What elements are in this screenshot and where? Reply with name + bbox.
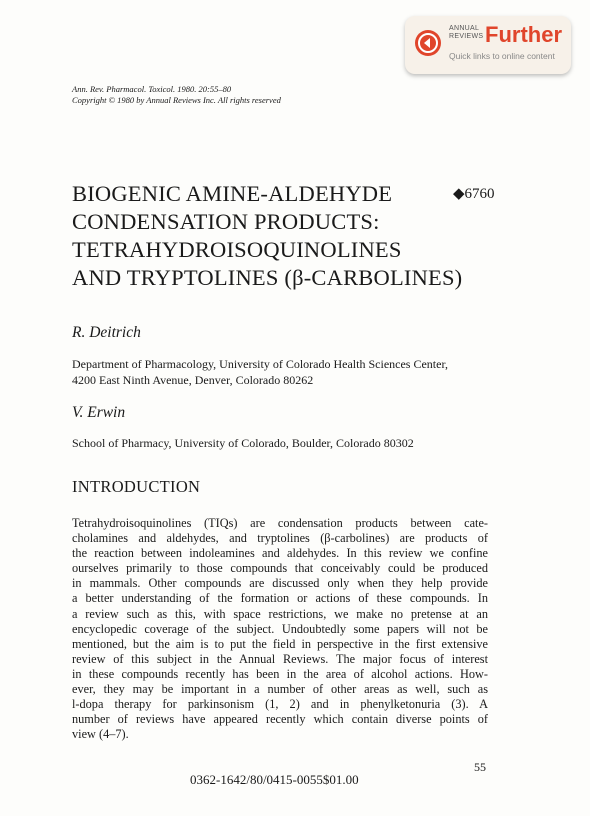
annual-reviews-logo-icon — [415, 30, 441, 56]
body-line: l-dopa therapy for parkinsonism (1, 2) and in phenylketonuria (3). A — [72, 697, 488, 712]
body-paragraph — [72, 516, 488, 742]
section-heading: INTRODUCTION — [72, 477, 201, 496]
document-code: 0362-1642/80/0415-0055$01.00 — [190, 772, 359, 787]
body-line: a review such as this, with space restrictions, we make no pretense at an — [72, 606, 488, 621]
badge-brand: ANNUAL REVIEWS — [449, 25, 484, 40]
title-line: TETRAHYDROISOQUINOLINES — [72, 237, 402, 262]
further-badge[interactable] — [405, 16, 571, 74]
body-line: ourselves primarily to those compounds that conceivably could be produced — [72, 561, 488, 576]
page-number: 55 — [474, 760, 486, 774]
citation — [72, 84, 281, 105]
body-line: cholamines and aldehydes, and tryptolines (β-carbolines) are products of — [72, 531, 488, 546]
body-line: in these compounds recently has been in the area of alcohol actions. How- — [72, 666, 488, 681]
citation-line: Copyright © 1980 by Annual Reviews Inc. All rights reserved — [72, 94, 281, 105]
author-name: R. Deitrich — [72, 324, 141, 341]
body-line: mentioned, but the aim is to put the field in perspective in the first extensive — [72, 636, 488, 651]
body-line: view (4–7). — [72, 727, 129, 742]
citation-line: Ann. Rev. Pharmacol. Toxicol. 1980. 20:55–80 — [72, 84, 232, 94]
body-line: in mammals. Other compounds are discussed only when they help provide — [72, 576, 488, 591]
author-affiliation: Department of Pharmacology, University of Colorado Health Sciences Center, 4200 East Ninth Avenue, Denver, Colorado 80262 — [72, 357, 448, 387]
body-line: a better understanding of the formation or actions of these compounds. In — [72, 591, 488, 606]
body-line: review of this subject in the Annual Reviews. The major focus of interest — [72, 651, 488, 666]
body-line: Tetrahydroisoquinolines (TIQs) are condensation products between cate- — [72, 516, 488, 530]
body-line: ever, they may be important in a number of other areas as well, such as — [72, 682, 488, 697]
article-title — [72, 180, 462, 292]
author-name: V. Erwin — [72, 404, 126, 421]
title-line: AND TRYPTOLINES (β-CARBOLINES) — [72, 265, 463, 290]
badge-word: Further — [485, 22, 562, 47]
body-line: encyclopedic coverage of the subject. Undoubtedly some papers will not be — [72, 621, 488, 636]
author-affiliation: School of Pharmacy, University of Colorado, Boulder, Colorado 80302 — [72, 436, 414, 450]
article-tag: ◆6760 — [453, 186, 495, 202]
body-line: number of reviews have appeared recently which contain diverse points of — [72, 712, 488, 727]
body-line: the reaction between indoleamines and aldehydes. In this review we confine — [72, 546, 488, 561]
badge-subtitle: Quick links to online content — [449, 51, 555, 61]
title-line: BIOGENIC AMINE-ALDEHYDE — [72, 181, 393, 206]
title-line: CONDENSATION PRODUCTS: — [72, 209, 380, 234]
